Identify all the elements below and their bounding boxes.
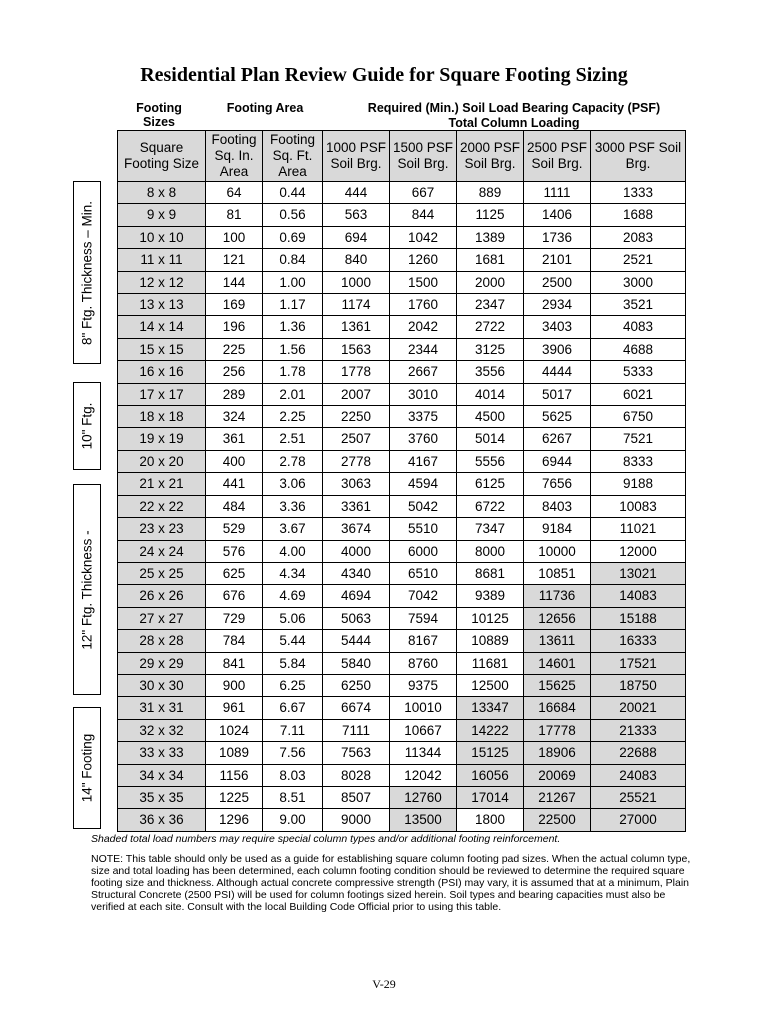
table-row [118, 540, 686, 562]
table-cell: 14222 [457, 719, 524, 741]
table-cell: 1406 [524, 204, 591, 226]
table-cell: 8507 [323, 786, 390, 808]
table-cell: 1736 [524, 226, 591, 248]
table-cell: 256 [206, 361, 263, 383]
column-header: Square Footing Size [118, 131, 206, 182]
table-cell: 1024 [206, 719, 263, 741]
footing-size-cell: 19 x 19 [118, 428, 206, 450]
table-cell: 2007 [323, 383, 390, 405]
table-cell: 9188 [591, 473, 686, 495]
column-header: Footing Sq. Ft. Area [263, 131, 323, 182]
table-row [118, 742, 686, 764]
table-cell: 144 [206, 271, 263, 293]
table-cell: 11021 [591, 518, 686, 540]
table-row [118, 383, 686, 405]
table-cell: 12000 [591, 540, 686, 562]
footing-size-cell: 13 x 13 [118, 294, 206, 316]
table-cell: 24083 [591, 764, 686, 786]
table-cell: 10010 [390, 697, 457, 719]
table-row [118, 652, 686, 674]
table-row [118, 473, 686, 495]
table-cell: 3521 [591, 294, 686, 316]
footing-sizes-header: Footing Sizes [136, 101, 182, 129]
table-cell: 3760 [390, 428, 457, 450]
table-cell: 6750 [591, 406, 686, 428]
table-cell: 8403 [524, 495, 591, 517]
table-cell: 667 [390, 182, 457, 204]
table-row [118, 182, 686, 204]
footing-size-cell: 12 x 12 [118, 271, 206, 293]
table-row [118, 361, 686, 383]
table-cell: 6267 [524, 428, 591, 450]
table-body [118, 182, 686, 832]
table-cell: 11344 [390, 742, 457, 764]
table-cell: 5444 [323, 630, 390, 652]
table-cell: 5.84 [263, 652, 323, 674]
table-cell: 8000 [457, 540, 524, 562]
table-row [118, 607, 686, 629]
table-row [118, 204, 686, 226]
table-cell: 5042 [390, 495, 457, 517]
table-row [118, 249, 686, 271]
table-cell: 4340 [323, 562, 390, 584]
table-row [118, 674, 686, 696]
table-cell: 1681 [457, 249, 524, 271]
table-cell: 20021 [591, 697, 686, 719]
footing-size-cell: 21 x 21 [118, 473, 206, 495]
table-cell: 13021 [591, 562, 686, 584]
table-row [118, 809, 686, 831]
table-cell: 3.06 [263, 473, 323, 495]
table-cell: 1125 [457, 204, 524, 226]
table-cell: 27000 [591, 809, 686, 831]
table-cell: 841 [206, 652, 263, 674]
footing-size-cell: 14 x 14 [118, 316, 206, 338]
table-cell: 10000 [524, 540, 591, 562]
table-cell: 4444 [524, 361, 591, 383]
table-cell: 1260 [390, 249, 457, 271]
table-cell: 5333 [591, 361, 686, 383]
table-cell: 3.67 [263, 518, 323, 540]
table-cell: 6510 [390, 562, 457, 584]
table-cell: 10667 [390, 719, 457, 741]
table-row [118, 226, 686, 248]
table-cell: 22688 [591, 742, 686, 764]
table-cell: 4083 [591, 316, 686, 338]
table-cell: 8760 [390, 652, 457, 674]
table-cell: 1778 [323, 361, 390, 383]
table-cell: 7042 [390, 585, 457, 607]
note-paragraph: NOTE: This table should only be used as a guide for establishing square column footing pad sizes. When the actual column type, size and total loading has been determined, each column footing condition should be reviewed to determine the required square footing size and thickness. Although actual concrete compressive strength (PSI) may vary, it is assumed that at a minimum, Plain Structural Concrete (2500 PSI) will be used for column footings sized herein. Soil types and bearing capacities must also be verified at each site. Consult with the local Building Code Official prior to using this table. [91, 853, 691, 913]
table-cell: 196 [206, 316, 263, 338]
column-header: 3000 PSF Soil Brg. [591, 131, 686, 182]
table-cell: 1333 [591, 182, 686, 204]
table-cell: 576 [206, 540, 263, 562]
table-cell: 10889 [457, 630, 524, 652]
table-cell: 4688 [591, 338, 686, 360]
table-cell: 10083 [591, 495, 686, 517]
table-cell: 11736 [524, 585, 591, 607]
table-cell: 0.69 [263, 226, 323, 248]
table-cell: 961 [206, 697, 263, 719]
table-cell: 7656 [524, 473, 591, 495]
table-cell: 400 [206, 450, 263, 472]
footing-size-cell: 29 x 29 [118, 652, 206, 674]
table-cell: 1089 [206, 742, 263, 764]
table-cell: 5.44 [263, 630, 323, 652]
table-cell: 1389 [457, 226, 524, 248]
footing-size-cell: 35 x 35 [118, 786, 206, 808]
page-number: V-29 [372, 977, 396, 991]
table-cell: 3906 [524, 338, 591, 360]
footing-size-cell: 34 x 34 [118, 764, 206, 786]
table-cell: 6000 [390, 540, 457, 562]
table-cell: 1800 [457, 809, 524, 831]
table-cell: 2.25 [263, 406, 323, 428]
table-cell: 81 [206, 204, 263, 226]
table-cell: 12656 [524, 607, 591, 629]
table-cell: 3375 [390, 406, 457, 428]
table-cell: 20069 [524, 764, 591, 786]
table-cell: 3010 [390, 383, 457, 405]
table-row [118, 786, 686, 808]
table-cell: 1760 [390, 294, 457, 316]
table-cell: 5625 [524, 406, 591, 428]
table-cell: 361 [206, 428, 263, 450]
footing-size-cell: 16 x 16 [118, 361, 206, 383]
table-cell: 11681 [457, 652, 524, 674]
capacity-header: Required (Min.) Soil Load Bearing Capacity (PSF) [367, 101, 661, 115]
table-cell: 563 [323, 204, 390, 226]
table-row [118, 406, 686, 428]
table-cell: 3.36 [263, 495, 323, 517]
table-cell: 6.25 [263, 674, 323, 696]
thickness-label-12in [73, 484, 101, 695]
table-cell: 484 [206, 495, 263, 517]
table-cell: 2347 [457, 294, 524, 316]
table-cell: 1000 [323, 271, 390, 293]
footing-size-cell: 9 x 9 [118, 204, 206, 226]
table-cell: 2.01 [263, 383, 323, 405]
table-row [118, 294, 686, 316]
table-cell: 1111 [524, 182, 591, 204]
table-row [118, 316, 686, 338]
page-title: Residential Plan Review Guide for Square Footing Sizing [140, 64, 628, 86]
table-cell: 6.67 [263, 697, 323, 719]
footing-size-cell: 22 x 22 [118, 495, 206, 517]
table-row [118, 271, 686, 293]
table-cell: 5556 [457, 450, 524, 472]
footing-size-cell: 26 x 26 [118, 585, 206, 607]
table-cell: 6674 [323, 697, 390, 719]
table-cell: 7347 [457, 518, 524, 540]
table-cell: 2250 [323, 406, 390, 428]
footing-size-cell: 20 x 20 [118, 450, 206, 472]
footing-size-cell: 18 x 18 [118, 406, 206, 428]
table-cell: 1563 [323, 338, 390, 360]
table-cell: 676 [206, 585, 263, 607]
table-row [118, 518, 686, 540]
table-cell: 16056 [457, 764, 524, 786]
table-cell: 12500 [457, 674, 524, 696]
table-cell: 6021 [591, 383, 686, 405]
footing-size-cell: 27 x 27 [118, 607, 206, 629]
footing-size-cell: 23 x 23 [118, 518, 206, 540]
table-cell: 8028 [323, 764, 390, 786]
table-cell: 2667 [390, 361, 457, 383]
column-header: Footing Sq. In. Area [206, 131, 263, 182]
table-cell: 441 [206, 473, 263, 495]
table-cell: 7594 [390, 607, 457, 629]
table-cell: 16333 [591, 630, 686, 652]
footing-size-cell: 24 x 24 [118, 540, 206, 562]
table-row [118, 495, 686, 517]
table-cell: 3361 [323, 495, 390, 517]
table-cell: 4694 [323, 585, 390, 607]
table-cell: 13611 [524, 630, 591, 652]
table-cell: 1500 [390, 271, 457, 293]
footing-size-cell: 17 x 17 [118, 383, 206, 405]
table-cell: 18750 [591, 674, 686, 696]
table-cell: 2722 [457, 316, 524, 338]
table-cell: 900 [206, 674, 263, 696]
table-cell: 840 [323, 249, 390, 271]
table-cell: 625 [206, 562, 263, 584]
table-cell: 2000 [457, 271, 524, 293]
column-header: 1000 PSF Soil Brg. [323, 131, 390, 182]
table-cell: 17521 [591, 652, 686, 674]
footing-size-cell: 8 x 8 [118, 182, 206, 204]
table-cell: 784 [206, 630, 263, 652]
table-cell: 2101 [524, 249, 591, 271]
thickness-label-14in [73, 707, 101, 829]
table-cell: 2507 [323, 428, 390, 450]
table-cell: 15188 [591, 607, 686, 629]
table-cell: 12760 [390, 786, 457, 808]
table-cell: 3125 [457, 338, 524, 360]
table-cell: 6944 [524, 450, 591, 472]
table-cell: 9184 [524, 518, 591, 540]
footing-table [117, 130, 686, 832]
table-cell: 4014 [457, 383, 524, 405]
table-cell: 15625 [524, 674, 591, 696]
thickness-text: 8" Ftg. Thickness – Min. [79, 200, 95, 345]
table-cell: 4.34 [263, 562, 323, 584]
table-cell: 3063 [323, 473, 390, 495]
table-cell: 2.51 [263, 428, 323, 450]
table-cell: 444 [323, 182, 390, 204]
table-cell: 1.78 [263, 361, 323, 383]
table-cell: 729 [206, 607, 263, 629]
table-cell: 10851 [524, 562, 591, 584]
table-cell: 4.69 [263, 585, 323, 607]
table-header-row [118, 131, 686, 182]
table-cell: 225 [206, 338, 263, 360]
table-cell: 9000 [323, 809, 390, 831]
thickness-text: 12" Ftg. Thickness - [79, 529, 95, 650]
table-cell: 5840 [323, 652, 390, 674]
footing-size-cell: 33 x 33 [118, 742, 206, 764]
table-cell: 4.00 [263, 540, 323, 562]
table-cell: 12042 [390, 764, 457, 786]
table-cell: 7563 [323, 742, 390, 764]
table-cell: 10125 [457, 607, 524, 629]
table-cell: 324 [206, 406, 263, 428]
table-row [118, 562, 686, 584]
footing-size-cell: 25 x 25 [118, 562, 206, 584]
table-cell: 3556 [457, 361, 524, 383]
table-cell: 7111 [323, 719, 390, 741]
table-cell: 8681 [457, 562, 524, 584]
table-cell: 15125 [457, 742, 524, 764]
table-cell: 169 [206, 294, 263, 316]
table-cell: 1688 [591, 204, 686, 226]
table-row [118, 450, 686, 472]
footing-size-cell: 30 x 30 [118, 674, 206, 696]
table-cell: 64 [206, 182, 263, 204]
table-cell: 1.00 [263, 271, 323, 293]
column-header: 2000 PSF Soil Brg. [457, 131, 524, 182]
table-cell: 8167 [390, 630, 457, 652]
thickness-label-10in [73, 382, 101, 470]
footing-size-cell: 10 x 10 [118, 226, 206, 248]
table-cell: 16684 [524, 697, 591, 719]
table-cell: 1042 [390, 226, 457, 248]
table-cell: 2934 [524, 294, 591, 316]
table-row [118, 338, 686, 360]
table-cell: 22500 [524, 809, 591, 831]
table-cell: 694 [323, 226, 390, 248]
table-cell: 1361 [323, 316, 390, 338]
table-cell: 3403 [524, 316, 591, 338]
table-cell: 1.56 [263, 338, 323, 360]
table-cell: 2500 [524, 271, 591, 293]
column-header: 1500 PSF Soil Brg. [390, 131, 457, 182]
table-cell: 5014 [457, 428, 524, 450]
footnote: Shaded total load numbers may require special column types and/or additional footing reinforcement. [91, 833, 561, 845]
table-cell: 4500 [457, 406, 524, 428]
table-cell: 289 [206, 383, 263, 405]
table-cell: 0.84 [263, 249, 323, 271]
table-cell: 13500 [390, 809, 457, 831]
column-header: 2500 PSF Soil Brg. [524, 131, 591, 182]
thickness-label-8in [73, 181, 101, 364]
table-cell: 14083 [591, 585, 686, 607]
table-row [118, 585, 686, 607]
table-cell: 5063 [323, 607, 390, 629]
table-cell: 6250 [323, 674, 390, 696]
footing-size-cell: 11 x 11 [118, 249, 206, 271]
footing-size-cell: 15 x 15 [118, 338, 206, 360]
table-cell: 18906 [524, 742, 591, 764]
footing-size-cell: 36 x 36 [118, 809, 206, 831]
table-cell: 889 [457, 182, 524, 204]
table-cell: 8.03 [263, 764, 323, 786]
thickness-text: 10" Ftg. [79, 402, 95, 450]
table-cell: 1225 [206, 786, 263, 808]
table-cell: 21333 [591, 719, 686, 741]
footing-size-cell: 28 x 28 [118, 630, 206, 652]
table-cell: 21267 [524, 786, 591, 808]
table-cell: 5017 [524, 383, 591, 405]
table-cell: 0.44 [263, 182, 323, 204]
table-cell: 3674 [323, 518, 390, 540]
table-cell: 6125 [457, 473, 524, 495]
footing-size-cell: 31 x 31 [118, 697, 206, 719]
table-cell: 2344 [390, 338, 457, 360]
table-row [118, 697, 686, 719]
table-cell: 17014 [457, 786, 524, 808]
table-cell: 3000 [591, 271, 686, 293]
table-row [118, 764, 686, 786]
table-cell: 0.56 [263, 204, 323, 226]
table-cell: 2521 [591, 249, 686, 271]
table-cell: 1174 [323, 294, 390, 316]
table-cell: 7.56 [263, 742, 323, 764]
footing-area-header: Footing Area [226, 101, 304, 115]
table-cell: 13347 [457, 697, 524, 719]
table-cell: 4594 [390, 473, 457, 495]
table-cell: 1296 [206, 809, 263, 831]
table-cell: 7521 [591, 428, 686, 450]
table-cell: 2083 [591, 226, 686, 248]
table-cell: 17778 [524, 719, 591, 741]
table-cell: 5.06 [263, 607, 323, 629]
table-cell: 9375 [390, 674, 457, 696]
table-cell: 121 [206, 249, 263, 271]
table-row [118, 719, 686, 741]
table-cell: 9389 [457, 585, 524, 607]
table-cell: 100 [206, 226, 263, 248]
table-cell: 8.51 [263, 786, 323, 808]
table-cell: 1156 [206, 764, 263, 786]
table-cell: 2042 [390, 316, 457, 338]
table-cell: 529 [206, 518, 263, 540]
table-row [118, 428, 686, 450]
table-cell: 8333 [591, 450, 686, 472]
table-row [118, 630, 686, 652]
table-cell: 7.11 [263, 719, 323, 741]
table-cell: 2778 [323, 450, 390, 472]
footing-size-cell: 32 x 32 [118, 719, 206, 741]
table-cell: 1.17 [263, 294, 323, 316]
table-cell: 6722 [457, 495, 524, 517]
table-cell: 25521 [591, 786, 686, 808]
total-load-header: Total Column Loading [448, 116, 580, 130]
table-cell: 4000 [323, 540, 390, 562]
thickness-text: 14" Footing [79, 733, 95, 803]
table-cell: 2.78 [263, 450, 323, 472]
table-cell: 5510 [390, 518, 457, 540]
table-cell: 9.00 [263, 809, 323, 831]
table-cell: 844 [390, 204, 457, 226]
table-cell: 4167 [390, 450, 457, 472]
table-cell: 1.36 [263, 316, 323, 338]
table-cell: 14601 [524, 652, 591, 674]
